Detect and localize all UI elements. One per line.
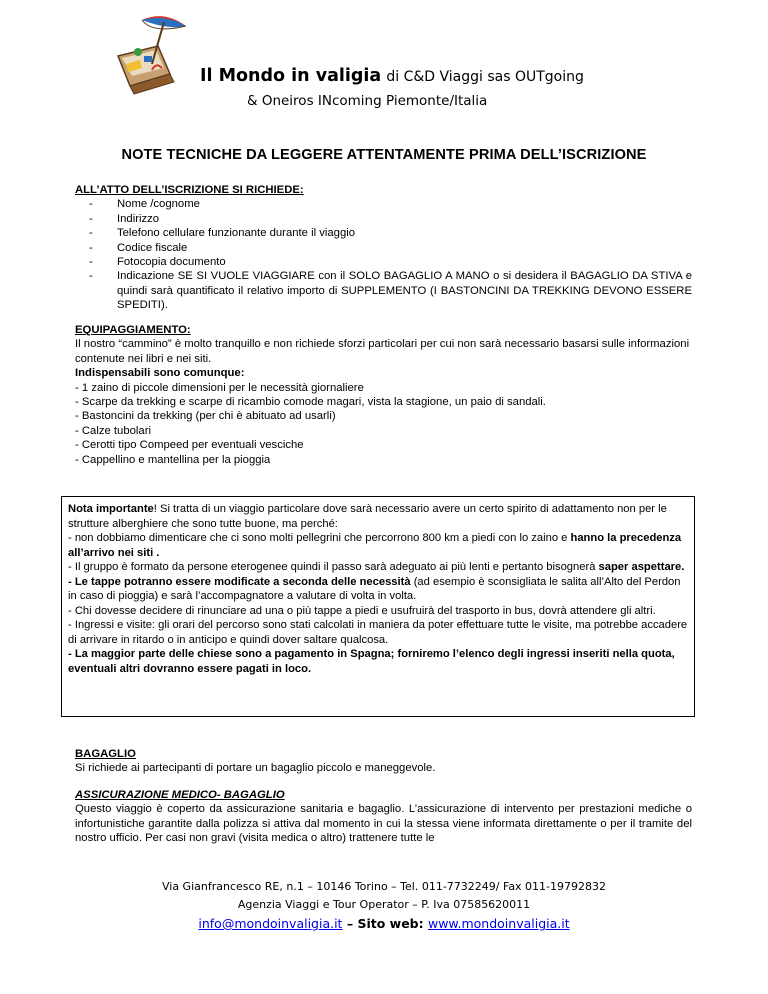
nota-paragraph-7: - La maggior parte delle chiese sono a pagamento in Spagna; forniremo l’elenco degli ingressi inseriti nella quota, eventuali altri dovranno essere pagati in loco.: [68, 648, 675, 675]
list-item: - Codice fiscale: [75, 241, 692, 255]
list-item: - Cerotti tipo Compeed per eventuali vesciche: [75, 439, 304, 452]
assicurazione-text: Questo viaggio è coperto da assicurazione sanitaria e bagaglio. L’assicurazione di intervento per prestazioni mediche o infortunistiche garantite dalla polizza si attiva dal momento in cui la stessa viene informata direttamente o per il tramite del nostro ufficio. Per casi non gravi (visita medica o altro) trattenere tutte le: [75, 803, 692, 845]
nota-paragraph-2: - non dobbiamo dimenticare che ci sono molti pellegrini che percorrono 800 km a piedi con lo zaino e hanno la precedenza all’arrivo nei siti .: [68, 532, 682, 559]
brand-suffix: di C&D Viaggi sas OUTgoing: [386, 69, 584, 85]
bagaglio-heading: BAGAGLIO: [75, 748, 136, 760]
suitcase-umbrella-logo: [112, 12, 192, 98]
list-item: - Indicazione SE SI VUOLE VIAGGIARE con il SOLO BAGAGLIO A MANO o si desidera il BAGAGLIO DA STIVA e quindi sarà quantificato il relativo importo di SUPPLEMENTO (I BASTONCINI DA TREKKING DEVONO ESSERE SPEDITI).: [75, 269, 692, 312]
list-item: - Indirizzo: [75, 212, 692, 226]
bagaglio-section: [75, 747, 692, 776]
page-title: NOTE TECNICHE DA LEGGERE ATTENTAMENTE PRIMA DELL’ISCRIZIONE: [121, 147, 647, 163]
list-item: - Fotocopia documento: [75, 255, 692, 269]
bagaglio-text: Si richiede ai partecipanti di portare un bagaglio piccolo e maneggevole.: [75, 762, 436, 775]
brand-name: Il Mondo in valigia: [200, 66, 382, 86]
list-item: - Scarpe da trekking e scarpe di ricambio comode magari, vista la stagione, un paio di sandali.: [75, 396, 546, 409]
equipaggiamento-heading: EQUIPAGGIAMENTO:: [75, 324, 191, 336]
brand-line: [200, 66, 584, 86]
iscrizione-section: [75, 183, 692, 313]
list-item: - Bastoncini da trekking (per chi è abituato ad usarli): [75, 410, 336, 423]
nota-paragraph-5: - Chi dovesse decidere di rinunciare ad una o più tappe a piedi e usufruirà del trasporto in bus, dovrà attendere gli altri.: [68, 604, 656, 617]
list-item: - Nome /cognome: [75, 197, 692, 211]
list-item: - 1 zaino di piccole dimensioni per le necessità giornaliere: [75, 381, 364, 394]
equipaggiamento-intro: Il nostro “cammino” è molto tranquillo e non richiede sforzi particolari per cui non sarà necessario basarsi sulle informazioni contenute nei libri e nei siti.: [75, 338, 690, 365]
iscrizione-list: [75, 197, 692, 312]
nota-paragraph-3: - Il gruppo è formato da persone eterogenee quindi il passo sarà adeguato ai più lenti e pertanto bisognerà saper aspettare.: [68, 561, 685, 573]
nota-importante-box: [61, 496, 695, 717]
equipaggiamento-subheading: Indispensabili sono comunque:: [75, 367, 245, 380]
footer-agency: Agenzia Viaggi e Tour Operator – P. Iva 07585620011: [237, 898, 531, 911]
list-item: - Telefono cellulare funzionante durante il viaggio: [75, 226, 692, 240]
list-item: - Calze tubolari: [75, 424, 151, 437]
nota-paragraph-6: - Ingressi e visite: gli orari del percorso sono stati calcolati in maniera da poter effettuare tutte le visite, ma potrebbe accadere di arrivare in ritardo o in anticipo e quindi dover saltare qualcosa.: [68, 619, 688, 646]
nota-label: Nota importante: [68, 503, 154, 515]
brand-line-2: & Oneiros INcoming Piemonte/Italia: [247, 93, 488, 109]
iscrizione-heading: ALL’ATTO DELL’ISCRIZIONE SI RICHIEDE:: [75, 184, 304, 196]
email-link[interactable]: info@mondoinvaligia.it: [198, 916, 343, 931]
assicurazione-section: [75, 788, 692, 846]
footer-contacts: info@mondoinvaligia.it – Sito web: www.mondoinvaligia.it: [198, 916, 570, 931]
footer-address: Via Gianfrancesco RE, n.1 – 10146 Torino – Tel. 011-7732249/ Fax 011-19792832: [161, 880, 607, 893]
assicurazione-heading: ASSICURAZIONE MEDICO- BAGAGLIO: [75, 789, 285, 801]
equipaggiamento-section: [75, 323, 692, 467]
site-label: Sito web: [357, 916, 419, 931]
nota-paragraph-1: Nota importante! Si tratta di un viaggio particolare dove sarà necessario avere un certo spirito di adattamento non per le strutture alberghiere che sono tutte buone, ma perché:: [68, 503, 667, 530]
website-link[interactable]: www.mondoinvaligia.it: [427, 916, 570, 931]
list-item: - Cappellino e mantellina per la pioggia: [75, 453, 271, 466]
nota-paragraph-4: - Le tappe potranno essere modificate a seconda delle necessità (ad esempio è sconsigliata le salita all’Alto del Perdon in caso di pioggia) e sarà l’accompagnatore a valutare di volta in volta.: [68, 575, 681, 602]
